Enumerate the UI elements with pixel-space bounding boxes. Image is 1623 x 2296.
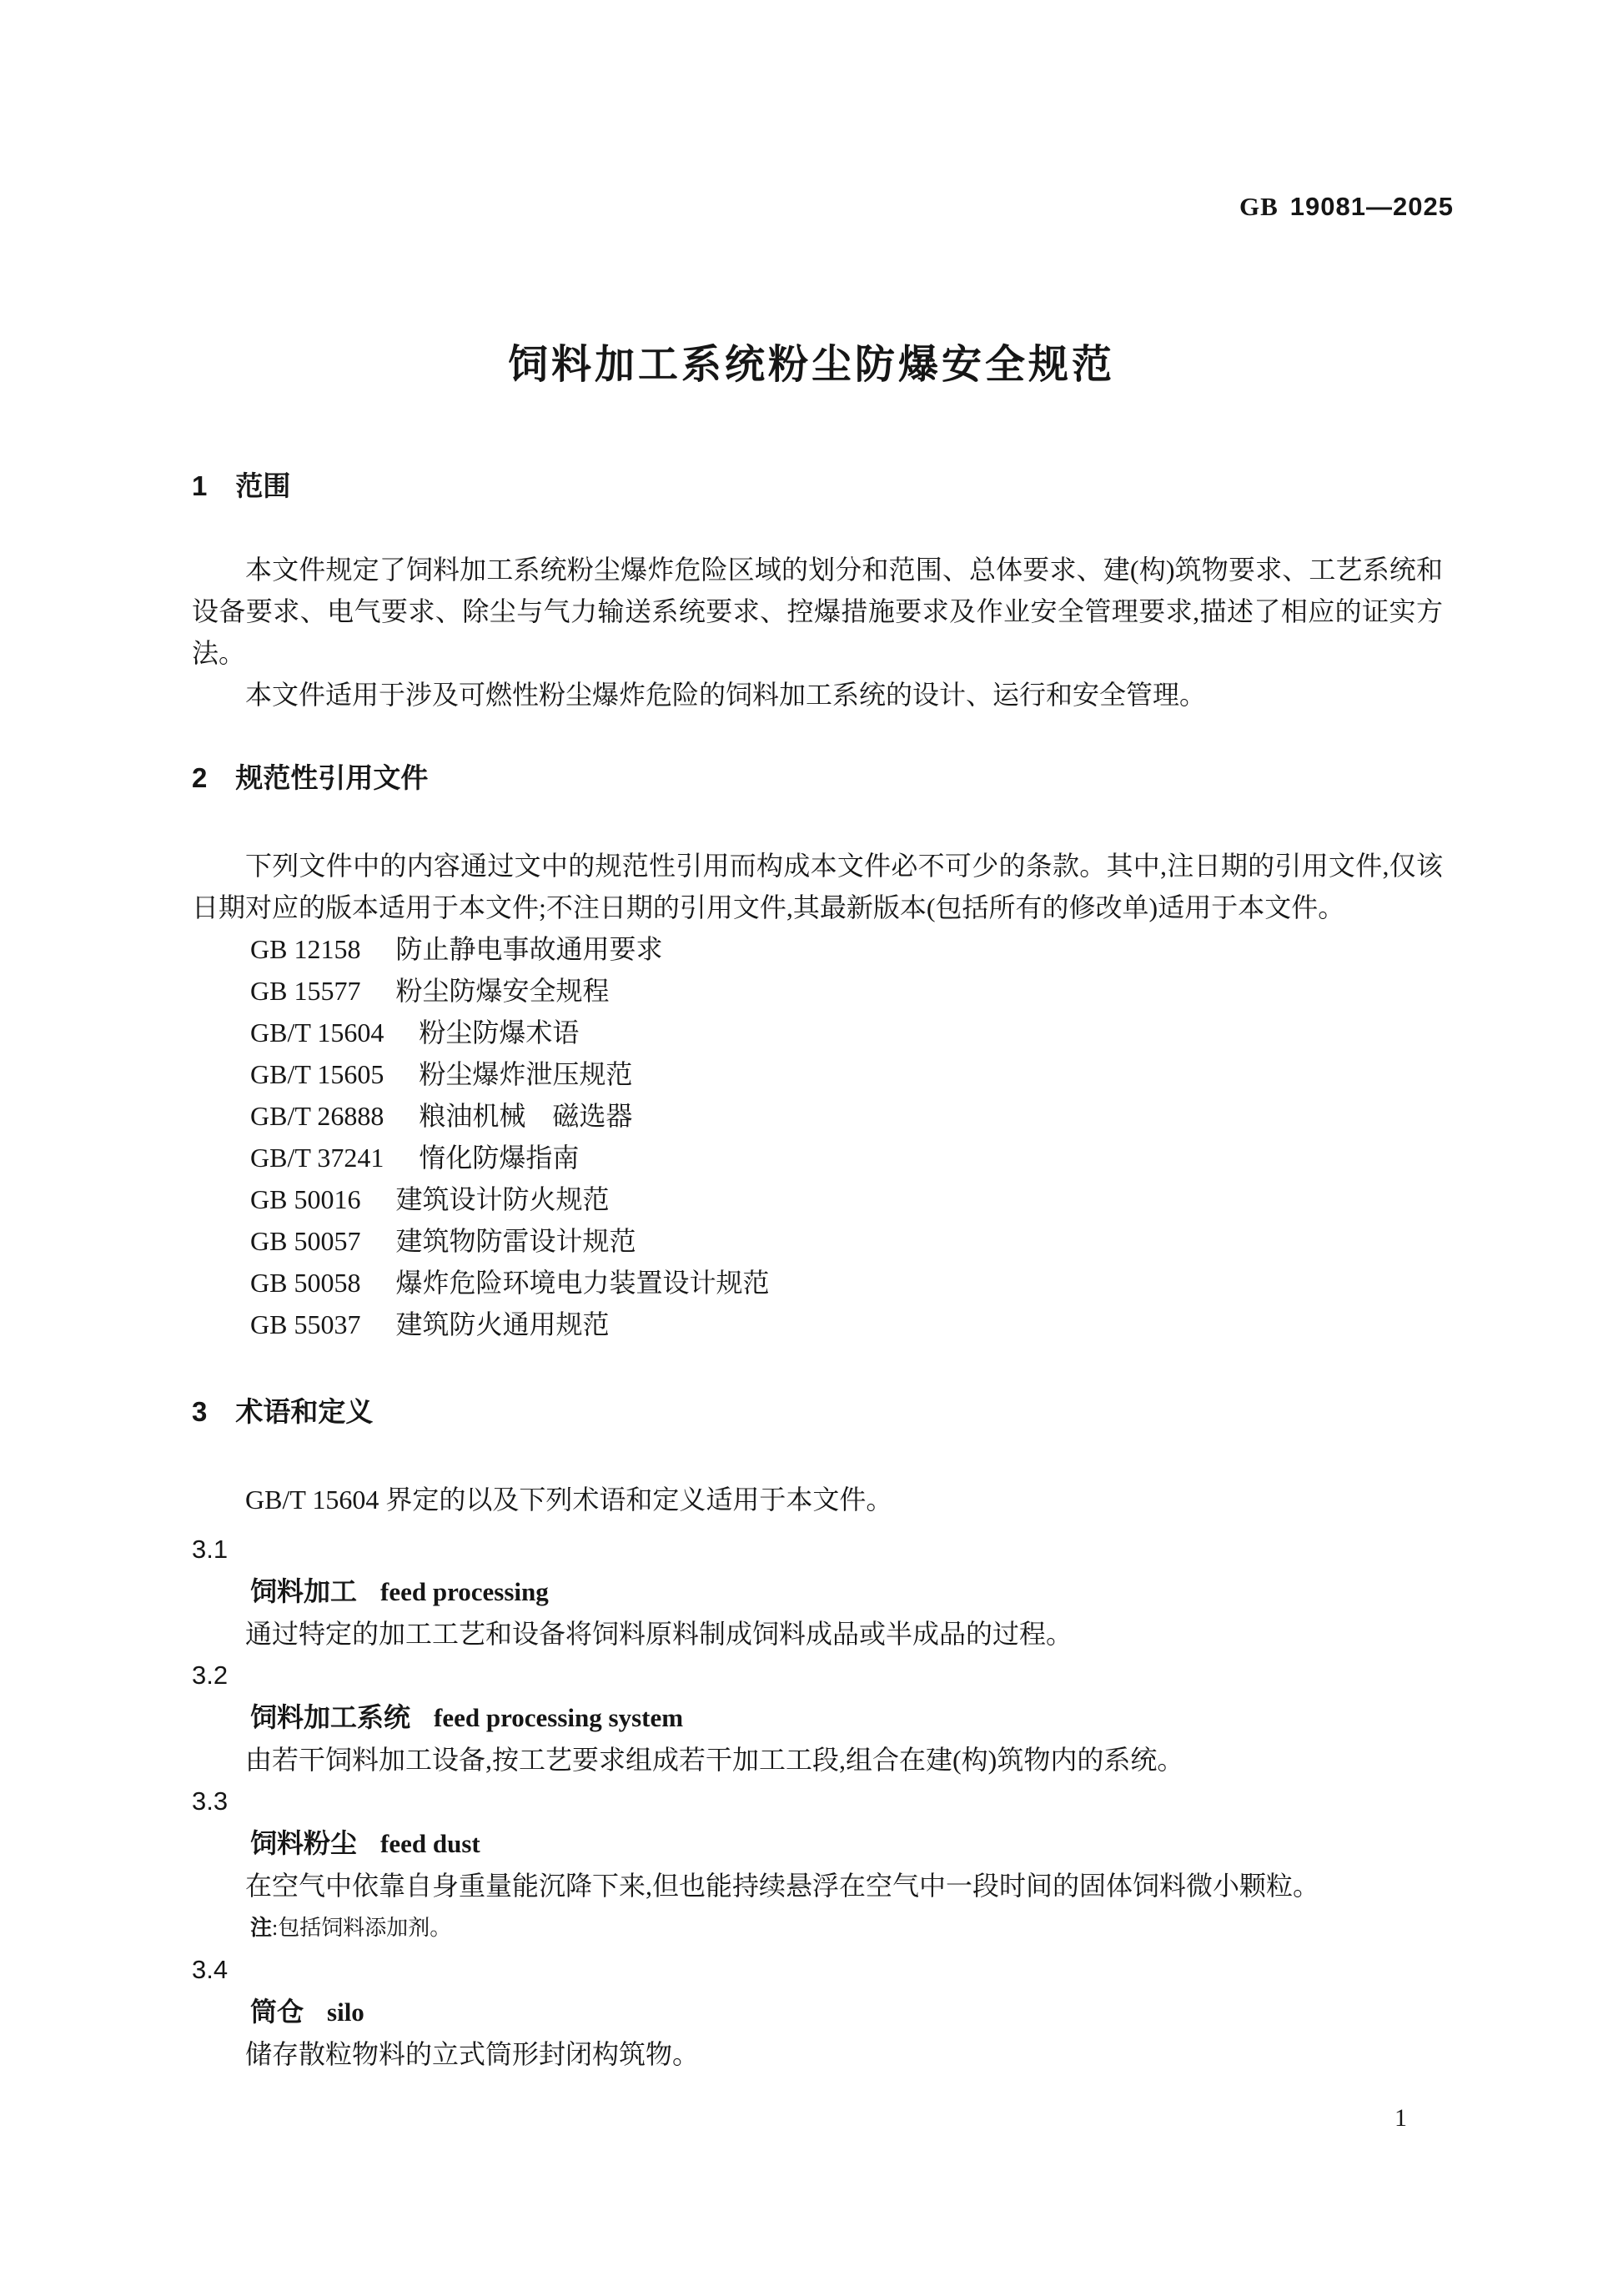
standard-code [1239,192,1454,222]
reference-code: GB/T 37241 [250,1143,384,1173]
term-number: 3.4 [192,1955,229,1984]
section-heading-normative-references [192,757,1443,799]
terms-list [192,1529,1443,2075]
reference-item [192,1137,1443,1178]
section-heading-scope [192,465,1443,507]
term-note-text: :包括饲料添加剂。 [272,1916,452,1940]
page-number: 1 [1394,2104,1407,2132]
term-number: 3.1 [192,1535,229,1564]
term-number: 3.3 [192,1786,229,1816]
document-body [192,465,1443,2075]
term-entry [192,1781,1443,1949]
reference-code: GB 55037 [250,1309,361,1339]
reference-title: 防止静电事故通用要求 [395,934,663,964]
term-name [192,1570,1443,1613]
reference-title: 建筑物防雷设计规范 [395,1226,636,1256]
term-entry [192,1655,1443,1781]
reference-code: GB 50057 [250,1226,361,1256]
reference-title: 惰化防爆指南 [419,1143,580,1173]
term-note-label: 注 [250,1915,273,1940]
term-entry [192,1529,1443,1655]
reference-code: GB 12158 [250,934,361,964]
term-name [192,1991,1443,2033]
section-number: 2 [192,762,208,793]
section-title: 规范性引用文件 [235,762,429,793]
reference-item [192,1053,1443,1095]
term-definition: 在空气中依靠自身重量能沉降下来,但也能持续悬浮在空气中一段时间的固体饲料微小颗粒。 [245,1871,1320,1901]
section-heading-terms [192,1391,1443,1433]
term-name-en: silo [327,1997,364,2027]
term-name-en: feed processing [380,1577,549,1606]
term-name-en: feed processing system [434,1703,684,1732]
reference-code: GB/T 15604 [250,1017,384,1048]
reference-title: 建筑防火通用规范 [395,1309,610,1339]
document-title: 饲料加工系统粉尘防爆安全规范 [507,343,1115,387]
reference-item [192,1220,1443,1262]
standard-code-number: 19081—2025 [1289,192,1454,221]
reference-code: GB 50016 [250,1184,361,1214]
section-title: 术语和定义 [235,1396,374,1427]
scope-paragraph-1: 本文件规定了饲料加工系统粉尘爆炸危险区域的划分和范围、总体要求、建(构)筑物要求、工艺系统和设备要求、电气要求、除尘与气力输送系统要求、控爆措施要求及作业安全管理要求,描述了相应的证实方法。 [192,555,1443,668]
reference-title: 粮油机械 磁选器 [419,1101,633,1131]
term-name-zh: 饲料粉尘 [250,1828,358,1858]
section-number: 3 [192,1396,208,1427]
term-definition: 由若干饲料加工设备,按工艺要求组成若干加工工段,组合在建(构)筑物内的系统。 [245,1745,1184,1775]
reference-item [192,928,1443,970]
reference-title: 建筑设计防火规范 [395,1184,610,1214]
reference-item [192,1262,1443,1304]
reference-title: 粉尘防爆安全规程 [395,976,610,1006]
section-number: 1 [192,470,208,501]
term-name [192,1822,1443,1865]
term-definition: 储存散粒物料的立式筒形封闭构筑物。 [245,2039,700,2069]
reference-title: 粉尘防爆术语 [419,1017,580,1048]
term-name-en: feed dust [380,1829,480,1858]
reference-code: GB/T 15605 [250,1059,384,1089]
reference-item [192,1095,1443,1137]
standard-code-prefix: GB [1239,192,1279,221]
reference-item [192,1012,1443,1053]
term-entry [192,1949,1443,2075]
term-definition: 通过特定的加工工艺和设备将饲料原料制成饲料成品或半成品的过程。 [245,1619,1073,1649]
reference-code: GB/T 26888 [250,1101,384,1131]
term-name [192,1696,1443,1739]
reference-title: 爆炸危险环境电力装置设计规范 [395,1268,770,1298]
scope-paragraph-2: 本文件适用于涉及可燃性粉尘爆炸危险的饲料加工系统的设计、运行和安全管理。 [245,680,1207,710]
reference-code: GB 50058 [250,1268,361,1298]
reference-item [192,1178,1443,1220]
normative-references-intro: 下列文件中的内容通过文中的规范性引用而构成本文件必不可少的条款。其中,注日期的引用文件,仅该日期对应的版本适用于本文件;不注日期的引用文件,其最新版本(包括所有的修改单)适用于本文件。 [192,851,1443,922]
reference-item [192,970,1443,1012]
term-name-zh: 筒仓 [250,1997,304,2027]
term-name-zh: 饲料加工系统 [250,1702,411,1732]
terms-intro: GB/T 15604 界定的以及下列术语和定义适用于本文件。 [245,1485,893,1515]
section-title: 范围 [235,470,291,501]
reference-title: 粉尘爆炸泄压规范 [419,1059,633,1089]
reference-code: GB 15577 [250,976,361,1006]
term-number: 3.2 [192,1660,229,1690]
reference-item [192,1304,1443,1345]
term-name-zh: 饲料加工 [250,1576,358,1606]
term-note [192,1907,1443,1949]
